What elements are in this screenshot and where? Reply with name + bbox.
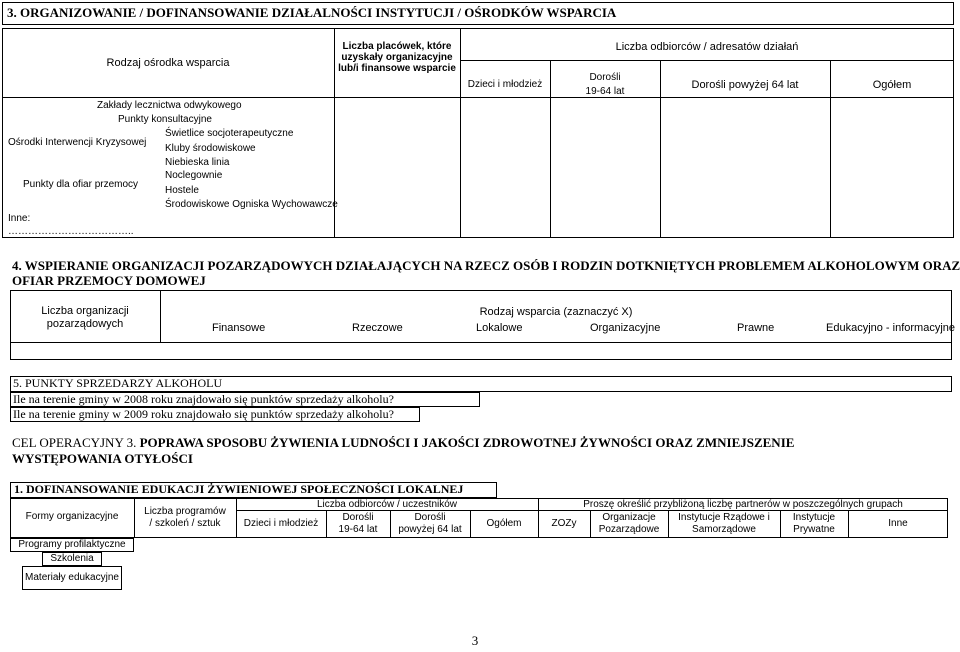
col-header-org-2: pozarządowych — [46, 318, 124, 330]
section-5-title: 5. PUNKTY SPRZEDARZY ALKOHOLU — [13, 376, 223, 390]
col-header-recipients: Liczba odbiorców / adresatów działań — [615, 41, 799, 53]
col-header-seniors-1: Dorośli — [414, 512, 446, 523]
row-label: Świetlice socjoterapeutyczne — [165, 128, 294, 139]
row-label: Ośrodki Interwencji Kryzysowej — [8, 137, 147, 148]
section-5-question-2009: Ile na terenie gminy w 2009 roku znajdowało się punktów sprzedaży alkoholu? — [13, 407, 394, 421]
col-header-children: Dzieci i młodzież — [243, 518, 319, 529]
col-header-children: Dzieci i młodzież — [467, 79, 543, 90]
col-header-priv-1: Instytucje — [792, 512, 836, 523]
row-label: Punkty dla ofiar przemocy — [23, 179, 139, 190]
support-type: Edukacyjno - informacyjne — [826, 322, 956, 334]
col-header-count-2: uzyskały organizacyjne — [341, 52, 453, 63]
row-label: Kluby środowiskowe — [165, 143, 256, 154]
col-header-gov-2: Samorządowe — [692, 524, 756, 535]
section-4-title-line2: OFIAR PRZEMOCY DOMOWEJ — [12, 273, 206, 288]
col-header-seniors-2: powyżej 64 lat — [398, 524, 462, 535]
goal-3-title-line1 — [12, 436, 794, 451]
row-label: Środowiskowe Ogniska Wychowawcze — [165, 199, 338, 210]
section-4-title-line1: 4. WSPIERANIE ORGANIZACJI POZARZĄDOWYCH DZIAŁAJĄCYCH NA RZECZ OSÓB I RODZIN DOTKNIĘTYCH PROBLEMEM ALKOHOLOWYM ORAZ — [12, 258, 960, 273]
col-header-programs-1: Liczba programów — [144, 506, 226, 517]
row-label: Punkty konsultacyjne — [118, 114, 212, 125]
col-header-ngo-2: Pozarządowe — [598, 524, 660, 535]
form-row-label: Programy profilaktyczne — [18, 539, 126, 550]
support-type: Organizacyjne — [590, 322, 661, 334]
row-label: Noclegownie — [165, 170, 223, 181]
col-header-forms: Formy organizacyjne — [25, 511, 119, 522]
col-header-total: Ogółem — [486, 518, 522, 529]
col-header-adults-1: Dorośli — [589, 72, 621, 83]
col-header-ngo-1: Organizacje — [602, 512, 656, 523]
col-header-total: Ogółem — [872, 79, 912, 91]
col-header-seniors: Dorośli powyżej 64 lat — [691, 79, 799, 91]
form-row-label: Szkolenia — [50, 553, 94, 564]
col-header-adults-2: 19-64 lat — [338, 524, 378, 535]
col-header-gov-1: Instytucje Rządowe i — [678, 512, 770, 523]
col-header-partners: Proszę określić przybliżoną liczbę partnerów w poszczególnych grupach — [583, 499, 903, 510]
col-header-zozy: ZOZy — [551, 518, 577, 529]
col-header-recipients: Liczba odbiorców / uczestników — [316, 499, 458, 510]
support-type: Rzeczowe — [352, 322, 403, 334]
col-header-type: Rodzaj ośrodka wsparcia — [106, 57, 230, 69]
col-header-adults-1: Dorośli — [342, 512, 374, 523]
support-type: Lokalowe — [476, 322, 523, 334]
goal-3-title: POPRAWA SPOSOBU ŻYWIENIA LUDNOŚCI I JAKOŚCI ZDROWOTNEJ ŻYWNOŚCI ORAZ ZMNIEJSZENIE — [139, 435, 795, 450]
support-type: Finansowe — [212, 322, 266, 334]
col-header-org-1: Liczba organizacji — [41, 305, 129, 317]
section-5-question-2008: Ile na terenie gminy w 2008 roku znajdowało się punktów sprzedaży alkoholu? — [13, 392, 394, 406]
form-row-label: Materiały edukacyjne — [25, 572, 119, 583]
col-header-adults-2: 19-64 lat — [585, 86, 625, 97]
col-header-other: Inne — [888, 518, 908, 529]
goal-3-title-line2: WYSTĘPOWANIA OTYŁOŚCI — [12, 451, 193, 466]
row-label: Zakłady lecznictwa odwykowego — [97, 100, 242, 111]
col-header-priv-2: Prywatne — [793, 524, 835, 535]
col-header-programs-2: / szkoleń / sztuk — [149, 518, 221, 529]
goal-3-prefix: CEL OPERACYJNY 3. — [12, 435, 140, 450]
section-3-title: 3. ORGANIZOWANIE / DOFINANSOWANIE DZIAŁALNOŚCI INSTYTUCJI / OŚRODKÓW WSPARCIA — [7, 5, 617, 20]
row-label-dots: ……………………………….. — [8, 226, 134, 237]
row-label: Niebieska linia — [165, 157, 230, 168]
section-6-title: 1. DOFINANSOWANIE EDUKACJI ŻYWIENIOWEJ SPOŁECZNOŚCI LOKALNEJ — [14, 482, 464, 496]
col-header-support: Rodzaj wsparcia (zaznaczyć X) — [479, 306, 633, 318]
col-header-count-3: lub/i finansowe wsparcie — [338, 63, 456, 74]
page-number: 3 — [471, 633, 479, 648]
support-type: Prawne — [737, 322, 775, 334]
row-label: Hostele — [165, 185, 199, 196]
row-label-other: Inne: — [8, 213, 31, 224]
col-header-count-1: Liczba placówek, które — [342, 41, 452, 52]
